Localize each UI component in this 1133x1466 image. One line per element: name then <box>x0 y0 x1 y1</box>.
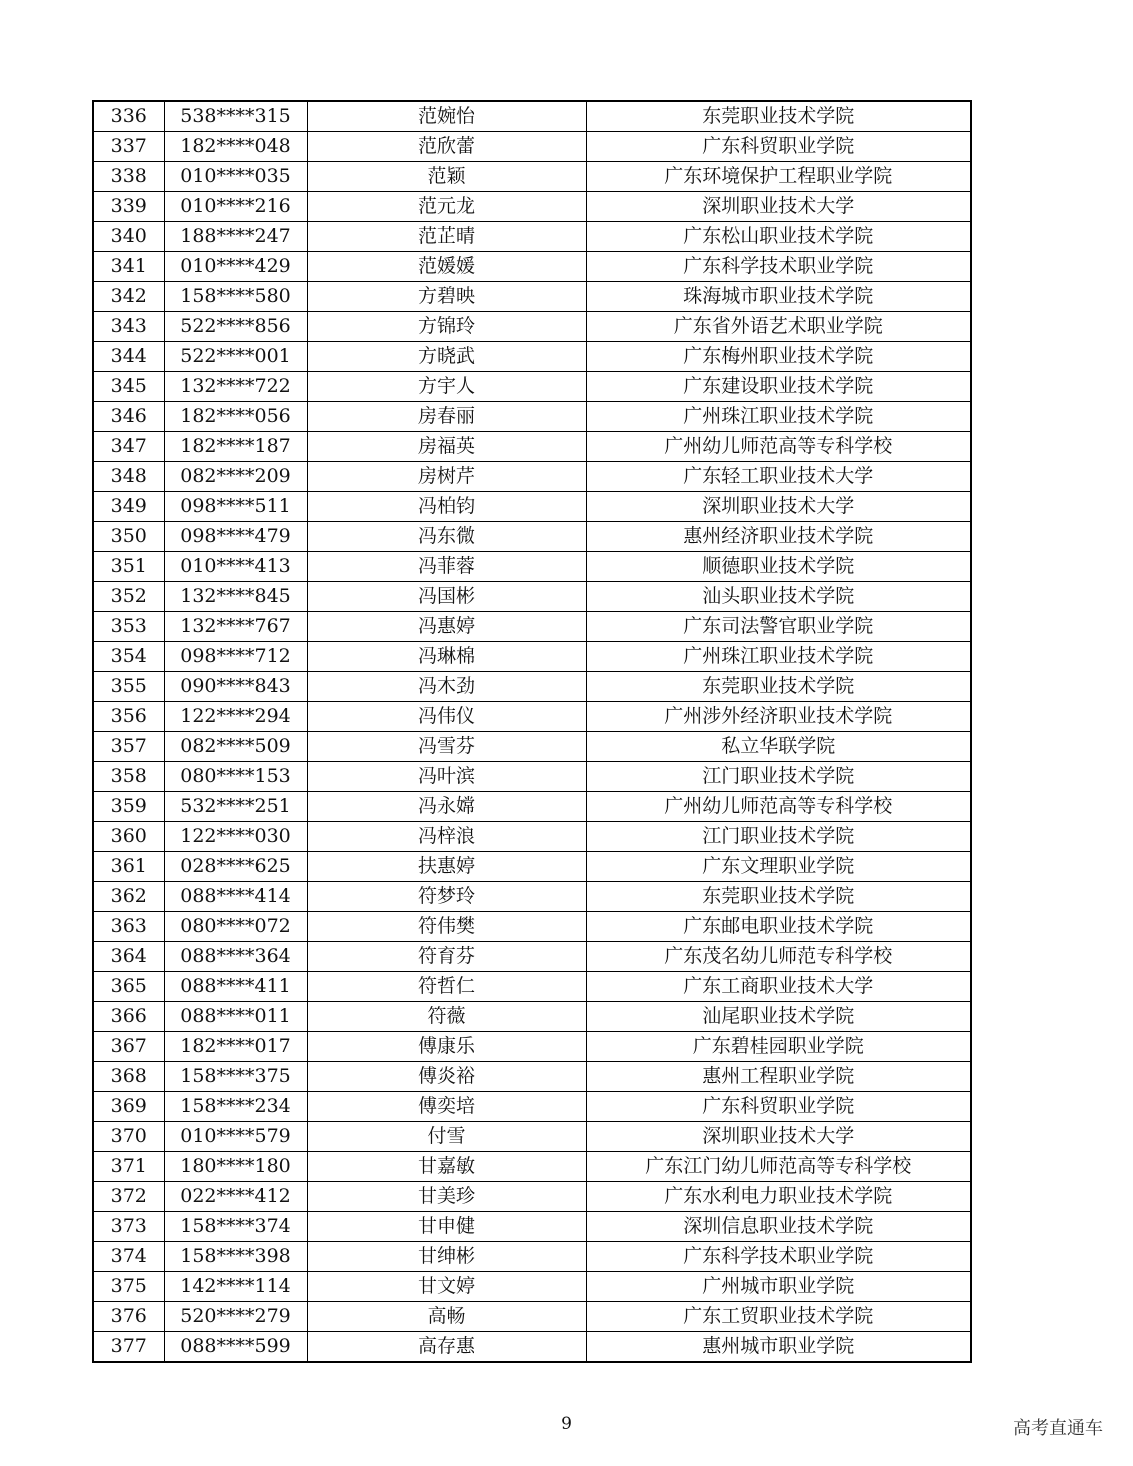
candidate-id: 010****429 <box>164 252 307 282</box>
school-name: 广州涉外经济职业技术学院 <box>586 702 971 732</box>
school-name: 汕头职业技术学院 <box>586 582 971 612</box>
student-name: 房春丽 <box>307 402 586 432</box>
candidate-id: 142****114 <box>164 1272 307 1302</box>
school-name: 广东科学技术职业学院 <box>586 1242 971 1272</box>
table-row <box>93 1242 971 1272</box>
candidate-id: 082****209 <box>164 462 307 492</box>
candidate-id: 158****580 <box>164 282 307 312</box>
row-number: 373 <box>93 1212 164 1242</box>
table-row <box>93 372 971 402</box>
table-row <box>93 642 971 672</box>
table-row <box>93 762 971 792</box>
school-name: 惠州经济职业技术学院 <box>586 522 971 552</box>
table-row <box>93 342 971 372</box>
table-row <box>93 492 971 522</box>
school-name: 广东水利电力职业技术学院 <box>586 1182 971 1212</box>
candidate-id: 098****511 <box>164 492 307 522</box>
table-row <box>93 402 971 432</box>
row-number: 374 <box>93 1242 164 1272</box>
row-number: 341 <box>93 252 164 282</box>
school-name: 广东环境保护工程职业学院 <box>586 162 971 192</box>
table-row <box>93 432 971 462</box>
table-row <box>93 582 971 612</box>
row-number: 363 <box>93 912 164 942</box>
candidate-id: 158****374 <box>164 1212 307 1242</box>
table-row <box>93 1092 971 1122</box>
student-name: 符伟樊 <box>307 912 586 942</box>
table-row <box>93 732 971 762</box>
school-name: 东莞职业技术学院 <box>586 672 971 702</box>
row-number: 376 <box>93 1302 164 1332</box>
school-name: 顺德职业技术学院 <box>586 552 971 582</box>
school-name: 惠州工程职业学院 <box>586 1062 971 1092</box>
row-number: 349 <box>93 492 164 522</box>
table-row <box>93 252 971 282</box>
student-name: 冯木劲 <box>307 672 586 702</box>
school-name: 广东工贸职业技术学院 <box>586 1302 971 1332</box>
table-row <box>93 101 971 132</box>
school-name: 广东工商职业技术大学 <box>586 972 971 1002</box>
row-number: 377 <box>93 1332 164 1363</box>
row-number: 372 <box>93 1182 164 1212</box>
candidate-id: 082****509 <box>164 732 307 762</box>
row-number: 355 <box>93 672 164 702</box>
table-row <box>93 852 971 882</box>
row-number: 367 <box>93 1032 164 1062</box>
row-number: 371 <box>93 1152 164 1182</box>
student-name: 扶惠婷 <box>307 852 586 882</box>
candidate-id: 182****048 <box>164 132 307 162</box>
candidate-id: 158****398 <box>164 1242 307 1272</box>
candidate-id: 538****315 <box>164 101 307 132</box>
school-name: 广东科贸职业学院 <box>586 1092 971 1122</box>
row-number: 353 <box>93 612 164 642</box>
candidate-id: 010****035 <box>164 162 307 192</box>
table-row <box>93 822 971 852</box>
row-number: 361 <box>93 852 164 882</box>
school-name: 深圳职业技术大学 <box>586 1122 971 1152</box>
student-name: 冯琳棉 <box>307 642 586 672</box>
student-name: 傅康乐 <box>307 1032 586 1062</box>
row-number: 370 <box>93 1122 164 1152</box>
school-name: 广东碧桂园职业学院 <box>586 1032 971 1062</box>
table-row <box>93 1302 971 1332</box>
table-row <box>93 1212 971 1242</box>
page-number: 9 <box>561 1414 572 1434</box>
student-name: 冯国彬 <box>307 582 586 612</box>
candidate-id: 088****011 <box>164 1002 307 1032</box>
student-name: 冯东微 <box>307 522 586 552</box>
student-name: 符薇 <box>307 1002 586 1032</box>
student-name: 符梦玲 <box>307 882 586 912</box>
student-name: 冯惠婷 <box>307 612 586 642</box>
school-name: 珠海城市职业技术学院 <box>586 282 971 312</box>
school-name: 江门职业技术学院 <box>586 762 971 792</box>
student-name: 方碧映 <box>307 282 586 312</box>
student-name: 甘绅彬 <box>307 1242 586 1272</box>
student-name: 范欣蕾 <box>307 132 586 162</box>
row-number: 362 <box>93 882 164 912</box>
school-name: 惠州城市职业学院 <box>586 1332 971 1363</box>
row-number: 375 <box>93 1272 164 1302</box>
candidate-id: 098****712 <box>164 642 307 672</box>
row-number: 366 <box>93 1002 164 1032</box>
row-number: 356 <box>93 702 164 732</box>
candidate-id: 182****056 <box>164 402 307 432</box>
table-row <box>93 702 971 732</box>
row-number: 359 <box>93 792 164 822</box>
candidate-id: 182****187 <box>164 432 307 462</box>
table-row <box>93 312 971 342</box>
student-name: 甘文婷 <box>307 1272 586 1302</box>
student-name: 范芷晴 <box>307 222 586 252</box>
candidate-id: 122****030 <box>164 822 307 852</box>
candidate-id: 180****180 <box>164 1152 307 1182</box>
school-name: 广东科学技术职业学院 <box>586 252 971 282</box>
student-name: 房福英 <box>307 432 586 462</box>
school-name: 广东司法警官职业学院 <box>586 612 971 642</box>
school-name: 深圳职业技术大学 <box>586 492 971 522</box>
table-row <box>93 162 971 192</box>
student-name: 方锦玲 <box>307 312 586 342</box>
candidate-id: 188****247 <box>164 222 307 252</box>
candidate-id: 080****072 <box>164 912 307 942</box>
brand-label: 高考直通车 <box>1013 1418 1103 1439</box>
school-name: 广州城市职业学院 <box>586 1272 971 1302</box>
table-row <box>93 552 971 582</box>
table-row <box>93 1152 971 1182</box>
student-name: 方宇人 <box>307 372 586 402</box>
row-number: 350 <box>93 522 164 552</box>
school-name: 东莞职业技术学院 <box>586 882 971 912</box>
row-number: 365 <box>93 972 164 1002</box>
row-number: 364 <box>93 942 164 972</box>
candidate-id: 132****767 <box>164 612 307 642</box>
school-name: 私立华联学院 <box>586 732 971 762</box>
table-row <box>93 882 971 912</box>
table-row <box>93 1272 971 1302</box>
table-row <box>93 612 971 642</box>
table-row <box>93 672 971 702</box>
table-row <box>93 1062 971 1092</box>
school-name: 广东文理职业学院 <box>586 852 971 882</box>
school-name: 广东梅州职业技术学院 <box>586 342 971 372</box>
table-row <box>93 132 971 162</box>
table-row <box>93 1182 971 1212</box>
candidate-id: 088****364 <box>164 942 307 972</box>
row-number: 342 <box>93 282 164 312</box>
candidate-id: 088****411 <box>164 972 307 1002</box>
candidate-id: 122****294 <box>164 702 307 732</box>
candidate-id: 010****216 <box>164 192 307 222</box>
row-number: 368 <box>93 1062 164 1092</box>
student-name: 冯雪芬 <box>307 732 586 762</box>
candidate-id: 158****234 <box>164 1092 307 1122</box>
candidate-id: 522****856 <box>164 312 307 342</box>
school-name: 广东松山职业技术学院 <box>586 222 971 252</box>
student-name: 冯菲蓉 <box>307 552 586 582</box>
table-row <box>93 222 971 252</box>
table-row <box>93 1332 971 1363</box>
table-row <box>93 1002 971 1032</box>
student-name: 冯伟仪 <box>307 702 586 732</box>
school-name: 广东建设职业技术学院 <box>586 372 971 402</box>
student-name: 甘嘉敏 <box>307 1152 586 1182</box>
candidate-id: 158****375 <box>164 1062 307 1092</box>
student-name: 甘美珍 <box>307 1182 586 1212</box>
candidate-id: 028****625 <box>164 852 307 882</box>
candidate-id: 132****722 <box>164 372 307 402</box>
student-name: 冯梓浪 <box>307 822 586 852</box>
candidate-id: 098****479 <box>164 522 307 552</box>
row-number: 337 <box>93 132 164 162</box>
school-name: 广东省外语艺术职业学院 <box>586 312 971 342</box>
table-row <box>93 972 971 1002</box>
table-row <box>93 1032 971 1062</box>
student-name: 冯叶滨 <box>307 762 586 792</box>
admission-table <box>92 100 972 1363</box>
table-row <box>93 462 971 492</box>
candidate-id: 080****153 <box>164 762 307 792</box>
candidate-id: 010****413 <box>164 552 307 582</box>
candidate-id: 090****843 <box>164 672 307 702</box>
student-name: 高存惠 <box>307 1332 586 1363</box>
school-name: 广州珠江职业技术学院 <box>586 402 971 432</box>
row-number: 357 <box>93 732 164 762</box>
school-name: 深圳信息职业技术学院 <box>586 1212 971 1242</box>
school-name: 广东轻工职业技术大学 <box>586 462 971 492</box>
row-number: 347 <box>93 432 164 462</box>
school-name: 广州珠江职业技术学院 <box>586 642 971 672</box>
table-row <box>93 942 971 972</box>
school-name: 江门职业技术学院 <box>586 822 971 852</box>
candidate-id: 088****599 <box>164 1332 307 1363</box>
school-name: 广州幼儿师范高等专科学校 <box>586 792 971 822</box>
student-name: 范婉怡 <box>307 101 586 132</box>
row-number: 358 <box>93 762 164 792</box>
student-name: 范颖 <box>307 162 586 192</box>
student-name: 符育芬 <box>307 942 586 972</box>
candidate-id: 010****579 <box>164 1122 307 1152</box>
row-number: 369 <box>93 1092 164 1122</box>
school-name: 广东江门幼儿师范高等专科学校 <box>586 1152 971 1182</box>
student-name: 方晓武 <box>307 342 586 372</box>
row-number: 360 <box>93 822 164 852</box>
row-number: 351 <box>93 552 164 582</box>
student-name: 房树芹 <box>307 462 586 492</box>
student-name: 范元龙 <box>307 192 586 222</box>
school-name: 广东茂名幼儿师范专科学校 <box>586 942 971 972</box>
row-number: 348 <box>93 462 164 492</box>
school-name: 东莞职业技术学院 <box>586 101 971 132</box>
candidate-id: 132****845 <box>164 582 307 612</box>
row-number: 344 <box>93 342 164 372</box>
row-number: 338 <box>93 162 164 192</box>
student-name: 冯柏钧 <box>307 492 586 522</box>
student-name: 傅奕培 <box>307 1092 586 1122</box>
candidate-id: 532****251 <box>164 792 307 822</box>
student-name: 高畅 <box>307 1302 586 1332</box>
school-name: 汕尾职业技术学院 <box>586 1002 971 1032</box>
candidate-id: 022****412 <box>164 1182 307 1212</box>
table-body <box>93 101 971 1362</box>
school-name: 广东邮电职业技术学院 <box>586 912 971 942</box>
row-number: 339 <box>93 192 164 222</box>
table-row <box>93 192 971 222</box>
student-name: 范媛媛 <box>307 252 586 282</box>
student-name: 冯永嫦 <box>307 792 586 822</box>
row-number: 352 <box>93 582 164 612</box>
student-name: 傅炎裕 <box>307 1062 586 1092</box>
table-row <box>93 282 971 312</box>
row-number: 346 <box>93 402 164 432</box>
row-number: 336 <box>93 101 164 132</box>
school-name: 深圳职业技术大学 <box>586 192 971 222</box>
candidate-id: 182****017 <box>164 1032 307 1062</box>
candidate-id: 522****001 <box>164 342 307 372</box>
candidate-id: 088****414 <box>164 882 307 912</box>
student-name: 甘申健 <box>307 1212 586 1242</box>
row-number: 354 <box>93 642 164 672</box>
table-row <box>93 1122 971 1152</box>
school-name: 广州幼儿师范高等专科学校 <box>586 432 971 462</box>
table-row <box>93 522 971 552</box>
row-number: 340 <box>93 222 164 252</box>
table-row <box>93 912 971 942</box>
school-name: 广东科贸职业学院 <box>586 132 971 162</box>
student-name: 付雪 <box>307 1122 586 1152</box>
student-name: 符哲仁 <box>307 972 586 1002</box>
table-row <box>93 792 971 822</box>
row-number: 343 <box>93 312 164 342</box>
candidate-id: 520****279 <box>164 1302 307 1332</box>
row-number: 345 <box>93 372 164 402</box>
